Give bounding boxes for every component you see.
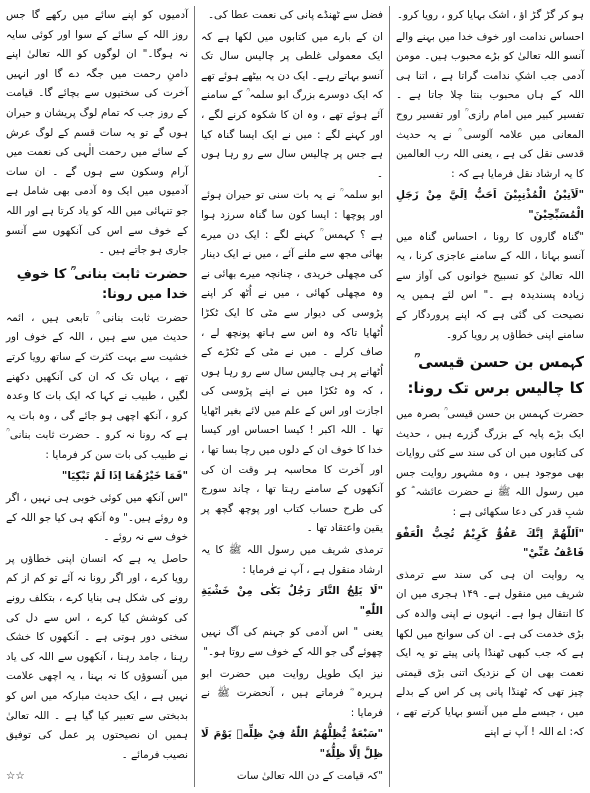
paragraph: یعنی " اس آدمی کو جہنم کی آگ نہیں چھوئے گی جو اللہ کے خوف سے روتا ہو۔" bbox=[201, 626, 383, 658]
column-divider bbox=[389, 6, 390, 787]
paragraph: فضل سے ٹھنڈے پانی کی نعمت عطا کی۔ bbox=[207, 9, 383, 21]
arabic-quote: "لَاَنِيْنُ الْمُذْنِبِيْنَ اَحَبُّ اِلَيَّ مِنْ زَجَلِ الْمُسَبِّحِيْنَ" bbox=[396, 189, 584, 221]
text-column-middle bbox=[197, 6, 387, 787]
paragraph: ہو کر گڑ گڑ اؤ ، اشک بہایا کرو ، رویا کرو۔ bbox=[396, 9, 584, 21]
paragraph: احساس ندامت اور خوف خدا میں بہنے والے آنسو اللہ تعالیٰ کو بڑے محبوب ہیں۔ مومن آدمی جب اشکِ ندامت گراتا ہے ، اتنا ہی اللہ کے ہاں محبوب بنتا چلا جاتا ہے ۔ تفسیر کبیر میں امام رازی ؒ اور تفسیر روح المعانی میں علامہ آلوسی ؒ نے یہ حدیث قدسی نقل کی ہے ، یعنی اللہ رب العالمین کا یہ ارشاد نقل فرمایا ہے کہ : bbox=[396, 30, 584, 180]
section-heading: کہمس بن حسن قیسی ؒ کا چالیس برس تک رونا: bbox=[407, 353, 584, 398]
paragraph: "کہ قیامت کے دن اللہ تعالیٰ سات bbox=[236, 769, 383, 782]
paragraph: "گناہ گاروں کا رونا ، احساس گناہ میں آنسو بہانا ، اللہ کے سامنے عاجزی کرنا ، یہ اللہ تعالیٰ کو تسبیح خوانوں کی آواز سے زیادہ پسندیدہ ہے ۔" اس لئے ہمیں یہ نصیحت کی گئی ہے کہ اپنے پروردگار کے سامنے اپنی خطاؤں پر رویا کرو۔ bbox=[396, 230, 584, 341]
paragraph: "اس آنکھ میں کوئی خوبی ہی نہیں ، اگر وہ روئے ہیں۔" وہ آنکھ ہی کیا جو اللہ کے خوف سے نہ روئے ۔ bbox=[6, 492, 188, 544]
paragraph: نیز ایک طویل روایت میں حضرت ابو ہریرہ ؓ فرماتے ہیں ، آنحضرت ﷺ نے فرمایا : bbox=[201, 667, 383, 719]
arabic-quote: "لَا يَلِجُ النَّارَ رَجُلٌ بَكٰى مِنْ خَشْيَةِ اللّٰهِ" bbox=[201, 585, 383, 617]
paragraph: یہ روایت ان ہی کی سند سے ترمذی شریف میں منقول ہے۔ ۱۴۹ ہجری میں ان کا انتقال ہوا ہے۔ انہوں نے اپنی والدہ کی بڑی خدمت کی ہے۔ ان کی سوانح میں لکھا ہے کہ جب کبھی ٹھنڈا پانی پیتے تو یہ ایک نعمت بھی ان کے نزدیک اتنی بڑی قیمتی چیز تھی کہ ٹھنڈا پانی پی کر اس کے بدلے میں ، جیسے ملے میں آنسو بہایا کرتے تھے ، کہ: اے اللہ ! آپ نے اپنے bbox=[396, 568, 584, 738]
paragraph: آدمیوں کو اپنے سائے میں رکھے گا جس روز اللہ کے سائے کے سوا اور کوئی سایہ نہ ہوگا۔" ان لوگوں کو اللہ تعالیٰ اپنے دامنِ رحمت میں جگہ دے گا اور انہیں آخرت کی سختیوں سے بچائے گا۔ قیامت کے روز جب کہ تمام لوگ پریشان و حیران ہوں گے تو یہ سات قسم کے لوگ عرش کے سائے میں رحمت الٰہی کی نعمت میں آرام وسکون سے ہوں گے ۔ ان سات آدمیوں میں ایک وہ آدمی بھی شامل ہے جو تنہائی میں اللہ کو یاد کرتا ہے اور اللہ کے خوف سے اس کی آنکھوں سے آنسو جاری ہو جاتے ہیں ۔ bbox=[6, 9, 188, 257]
paragraph: ابو سلمہ ؒ نے یہ بات سنی تو حیران ہوئے اور پوچھا : ایسا کون سا گناہ سرزد ہوا ہے ؟ کہمس ؒ کہنے لگے : ایک دن میرے بھائی مجھ سے ملنے آئے ، میں نے ایک دینار کی مچھلی خریدی ، چنانچہ میرے بھائی نے وہ مچھلی کھائی ، میں نے اُٹھ کر اپنے پڑوسی کی دیوار سے مٹی کا ایک ٹکڑا اُٹھایا تاکہ وہ اس سے ہاتھ پونچھ لے ، صاف کرلے ۔ میں نے مٹی کے ٹکڑے کے اُٹھانے پر ہی چالیس سال سے رو رہا ہوں ، کہ وہ ٹکڑا میں نے اپنے پڑوسی کی اجازت اور اس کے علم میں لائے بغیر اٹھایا تھا ۔ اللہ اکبر ! کیسا احساس اور کیسا خدا کا خوف ان کے دلوں میں رچا بسا تھا ، اور آخرت کا محاسبہ ہر وقت ان کی آنکھوں کے سامنے رہتا تھا ، چاند سورج کی طرح حساب کتاب اور پوچھ گچھ پر یقین واعتقاد تھا ۔ bbox=[201, 189, 383, 535]
arabic-quote: "اَللّٰهُمَّ اِنَّكَ عَفُوٌّ كَرِيْمٌ تُحِبُّ الْعَفْوَ فَاعْفُ عَنِّيْ" bbox=[396, 527, 584, 560]
paragraph: حضرت ثابت بنانی ؒ تابعی ہیں ، ائمہ حدیث میں سے ہیں ، اللہ کے خوف اور خشیت سے بہت کثرت کے ساتھ رویا کرتے تھے ، یہاں تک کہ ان کی آنکھیں دکھنے لگیں ، طبیب نے کہا کہ ایک بات کا وعدہ کرو ، آنکھ اچھی ہو جائے گی ، وہ بات یہ ہے کہ رونا نہ کرو ۔ حضرت ثابت بنانی ؒ نے طبیب کی بات سن کر فرمایا : bbox=[6, 311, 188, 461]
column-divider bbox=[194, 6, 195, 787]
arabic-quote: "سَبْعَةٌ يُّظِلُّهُمُ اللّٰهُ فِيْ ظِلِّهٖ يَوْمَ لَا ظِلَّ اِلَّا ظِلُّهٗ" bbox=[201, 728, 383, 760]
paragraph: ان کے بارے میں کتابوں میں لکھا ہے کہ ایک معمولی غلطی پر چالیس سال تک آنسو بہاتے رہے۔ ایک دن یہ بیٹھے ہوئے تھے کہ ایک دوسرے بزرگ ابو سلمہ ؒ کے سامنے آئے ہوئے تھے ، وہ ان کا شکوہ کرنے لگے ، اور کہنے لگے : میں نے ایک ایسا گناہ کیا ہے جس پر چالیس سال سے رو رہا ہوں ۔ bbox=[201, 30, 383, 180]
paragraph: حاصل یہ ہے کہ انسان اپنی خطاؤں پر رویا کرے ، اور اگر رونا نہ آئے تو کم از کم رونے کی شکل ہی بنایا کرے ، بتکلف رونے کی کوشش کیا کرے ، اس سے دل کی سختی دور ہوتی ہے ۔ آنکھوں کا خشک رہنا ، جامد رہنا ، آنکھوں سے اللہ کی یاد میں آنسوؤں کا نہ بہنا ، یہ اچھی علامت نہیں ہے ، ایک حدیث مبارکہ میں اس کو بدبختی سے تعبیر کیا گیا ہے ۔ اللہ تعالیٰ ہمیں ان نصیحتوں پر عمل کی توفیق نصیب فرمائے ۔ bbox=[6, 552, 188, 761]
paragraph: حضرت کہمس بن حسن قیسی ؒ بصرہ میں ایک بڑے پایہ کے بزرگ گزرے ہیں ، حدیث کی کتابوں میں ان کی سند سے کئی روایات بھی موجود ہیں ، وہ مشہور روایت جس میں رسول اللہ ﷺ نے حضرت عائشہ ؓ کو شبِ قدر کی دعا سکھائی ہے : bbox=[396, 408, 584, 519]
end-mark: ☆☆ bbox=[6, 770, 25, 783]
paragraph: ترمذی شریف میں رسول اللہ ﷺ کا یہ ارشاد منقول ہے ، آپ نے فرمایا : bbox=[201, 544, 383, 576]
section-heading: حضرت ثابت بنانی ؒ کا خوفِ خدا میں رونا: bbox=[16, 266, 188, 302]
text-column-left bbox=[2, 6, 192, 787]
arabic-quote: "فَمَا خَيْرُهُمَا اِذَا لَمْ تَبْكِيَا" bbox=[61, 470, 188, 483]
text-column-right bbox=[392, 6, 588, 787]
